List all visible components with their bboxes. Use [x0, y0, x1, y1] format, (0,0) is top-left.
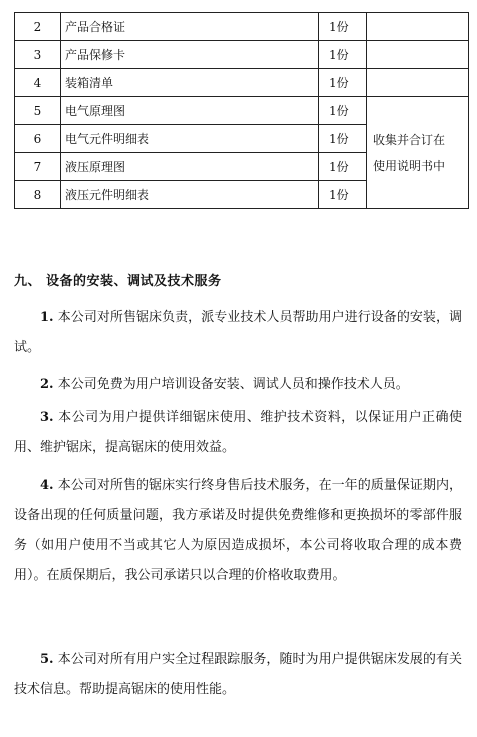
- paragraph-text: 本公司免费为用户培训设备安装、调试人员和操作技术人员。: [53, 377, 409, 392]
- paragraph-2: [14, 370, 462, 400]
- row-number: 6: [15, 125, 61, 153]
- table-row: [15, 13, 469, 41]
- table-row: [15, 41, 469, 69]
- row-number: 2: [15, 13, 61, 41]
- table-row: [15, 97, 469, 125]
- merged-note-cell: [367, 97, 469, 209]
- item-name: 产品合格证: [61, 13, 319, 41]
- paragraph-3: [14, 403, 462, 463]
- section-heading: 九、 设备的安装、调试及技术服务: [14, 274, 222, 289]
- paragraph-4: [14, 471, 462, 591]
- table-row: [15, 69, 469, 97]
- row-number: 8: [15, 181, 61, 209]
- paragraph-number: 1.: [40, 310, 54, 325]
- item-quantity: 1份: [319, 41, 367, 69]
- row-number: 5: [15, 97, 61, 125]
- item-quantity: 1份: [319, 69, 367, 97]
- item-quantity: 1份: [319, 125, 367, 153]
- document-table: [14, 12, 469, 209]
- paragraph-number: 4.: [40, 478, 54, 493]
- item-name: 电气元件明细表: [61, 125, 319, 153]
- item-name: 液压元件明细表: [61, 181, 319, 209]
- paragraph-text: 本公司为用户提供详细锯床使用、维护技术资料，以保证用户正确使用、维护锯床，提高锯床的使用效益。: [14, 410, 462, 455]
- item-quantity: 1份: [319, 181, 367, 209]
- note-cell: [367, 13, 469, 41]
- item-quantity: 1份: [319, 97, 367, 125]
- note-cell: [367, 69, 469, 97]
- paragraph-text: 本公司对所有用户实全过程跟踪服务，随时为用户提供锯床发展的有关技术信息。帮助提高锯床的使用性能。: [14, 652, 462, 697]
- paragraph-number: 2.: [40, 377, 54, 392]
- note-line-1: 收集并合订在: [373, 132, 446, 147]
- row-number: 7: [15, 153, 61, 181]
- paragraph-number: 5.: [40, 652, 54, 667]
- row-number: 4: [15, 69, 61, 97]
- paragraph-number: 3.: [40, 410, 54, 425]
- row-number: 3: [15, 41, 61, 69]
- item-quantity: 1份: [319, 13, 367, 41]
- paragraph-text: 本公司对所售的锯床实行终身售后技术服务，在一年的质量保证期内，设备出现的任何质量问题，我方承诺及时提供免费维修和更换损坏的零部件服务（如用户使用不当或其它人为原因造成损坏，本公司将收取合理的成本费用）。在质保期后，我公司承诺只以合理的价格收取费用。: [14, 478, 462, 583]
- item-name: 液压原理图: [61, 153, 319, 181]
- item-name: 电气原理图: [61, 97, 319, 125]
- item-name: 装箱清单: [61, 69, 319, 97]
- item-name: 产品保修卡: [61, 41, 319, 69]
- note-line-2: 使用说明书中: [373, 158, 446, 173]
- paragraph-5: [14, 645, 462, 705]
- item-quantity: 1份: [319, 153, 367, 181]
- paragraph-1: [14, 303, 462, 363]
- note-cell: [367, 41, 469, 69]
- paragraph-text: 本公司对所售锯床负责，派专业技术人员帮助用户进行设备的安装，调试。: [14, 310, 462, 355]
